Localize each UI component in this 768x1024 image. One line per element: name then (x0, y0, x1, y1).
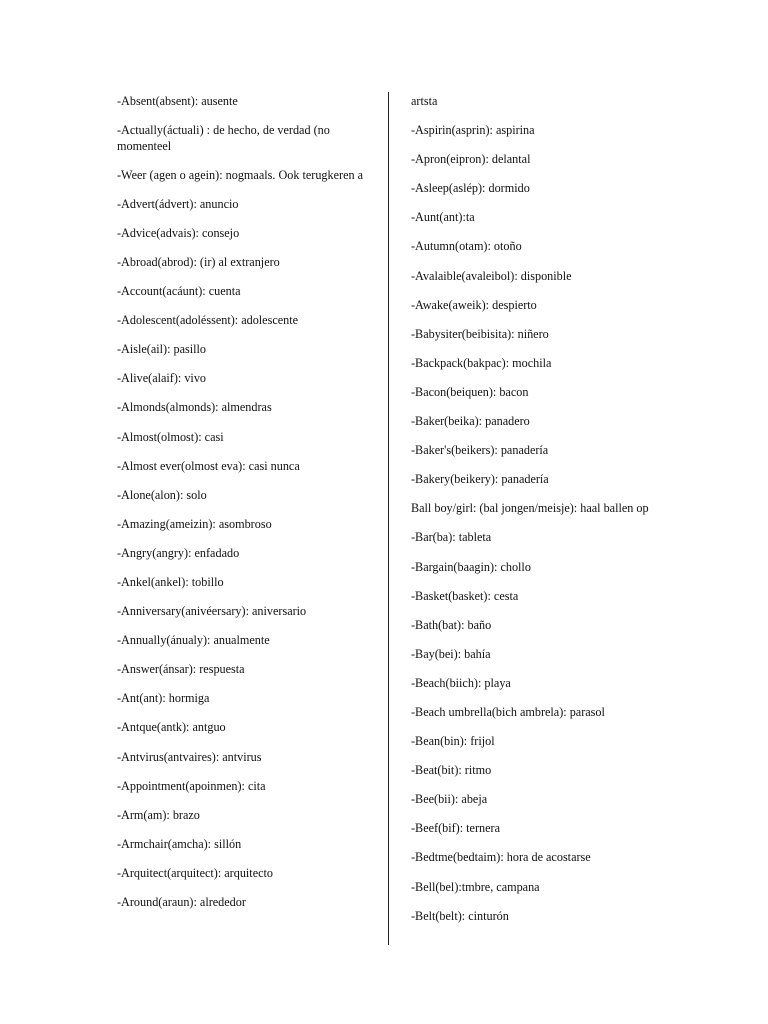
vocab-entry: -Abroad(abrod): (ir) al extranjero (117, 254, 280, 269)
vocab-entry: -Backpack(bakpac): mochila (411, 355, 552, 370)
vocab-entry: -Apron(eipron): delantal (411, 152, 531, 167)
vocab-entry: -Adolescent(adoléssent): adolescente (117, 313, 299, 328)
vocab-entry: -Ankel(ankel): tobillo (117, 575, 224, 589)
vocab-entry: -Arm(am): brazo (117, 807, 200, 822)
vocab-entry: -Beef(bif): ternera (411, 821, 500, 836)
vocab-entry: -Antque(antk): antguo (117, 720, 226, 735)
vocab-entry: -Beat(bit): ritmo (411, 763, 492, 778)
vocab-entry: -Almost(olmost): casi (117, 429, 224, 444)
vocab-entry: -Beach(biich): playa (411, 675, 511, 690)
vocab-entry: -Aspirin(asprin): aspirina (411, 123, 535, 138)
vocab-entry: -Advert(ádvert): anuncio (117, 196, 239, 211)
right-column (411, 94, 711, 938)
vocab-entry: -Bacon(beiquen): bacon (411, 384, 529, 399)
vocab-entry: -Weer (agen o agein): nogmaals. Ook terugkeren a (117, 167, 364, 182)
left-column (117, 94, 379, 924)
vocab-entry: -Bath(bat): baño (411, 617, 492, 632)
vocab-entry: -Avalaible(avaleibol): disponible (411, 268, 572, 283)
vocab-entry: -Basket(basket): cesta (411, 588, 519, 603)
vocab-entry: artsta (411, 94, 438, 108)
vocab-entry: -Answer(ánsar): respuesta (117, 662, 245, 677)
vocab-entry: -Advice(advais): consejo (117, 225, 240, 240)
vocab-entry: -Ant(ant): hormiga (117, 691, 210, 706)
vocab-entry: -Amazing(ameizin): asombroso (117, 516, 272, 531)
vocab-entry: -Aunt(ant):ta (411, 210, 475, 225)
vocab-entry: -Antvirus(antvaires): antvirus (117, 749, 262, 764)
vocab-entry: -Bakery(beikery): panadería (411, 472, 549, 487)
vocab-entry: -Bar(ba): tableta (411, 530, 492, 545)
vocab-entry: -Absent(absent): ausente (117, 94, 238, 108)
vocab-entry: -Asleep(aslép): dormido (411, 181, 530, 196)
vocab-entry: -Autumn(otam): otoño (411, 239, 522, 254)
vocab-entry: -Bedtme(bedtaim): hora de acostarse (411, 850, 591, 865)
vocab-entry: -Bee(bii): abeja (411, 792, 488, 807)
vocab-entry: -Baker(beika): panadero (411, 414, 530, 429)
vocab-entry: -Alone(alon): solo (117, 487, 207, 502)
vocab-entry: -Anniversary(anivéersary): aniversario (117, 604, 307, 619)
vocab-entry: -Alive(alaif): vivo (117, 371, 207, 386)
vocab-entry: -Around(araun): alrededor (117, 895, 246, 910)
vocab-entry: -Baker's(beikers): panadería (411, 443, 549, 458)
vocab-entry: -Awake(aweik): despierto (411, 297, 537, 312)
vocab-entry: -Aisle(ail): pasillo (117, 342, 207, 357)
vocab-entry: -Armchair(amcha): sillón (117, 836, 242, 851)
vocab-entry: -Almost ever(olmost eva): casi nunca (117, 458, 300, 473)
vocab-entry: -Bean(bin): frijol (411, 734, 495, 749)
vocab-entry: -Annually(ánualy): anualmente (117, 633, 270, 648)
vocab-entry: Ball boy/girl: (bal jongen/meisje): haal ballen op (411, 501, 649, 516)
vocab-entry: -Actually(áctuali) : de hecho, de verdad (no momenteel (117, 123, 330, 153)
vocab-entry: -Beach umbrella(bich ambrela): parasol (411, 704, 605, 719)
vocab-entry: -Belt(belt): cinturón (411, 908, 509, 923)
vocab-entry: -Babysiter(beibisita): niñero (411, 326, 549, 341)
vocab-entry: -Angry(angry): enfadado (117, 545, 240, 560)
vocab-entry: -Arquitect(arquitect): arquitecto (117, 865, 273, 880)
vocab-entry: -Appointment(apoinmen): cita (117, 778, 266, 793)
vocab-entry: -Bargain(baagin): chollo (411, 559, 531, 574)
vocab-entry: -Account(acáunt): cuenta (117, 284, 241, 299)
column-divider (388, 92, 389, 945)
vocab-entry: -Bay(bei): bahía (411, 646, 491, 661)
vocab-entry: -Almonds(almonds): almendras (117, 400, 272, 415)
vocab-entry: -Bell(bel):tmbre, campana (411, 879, 540, 894)
